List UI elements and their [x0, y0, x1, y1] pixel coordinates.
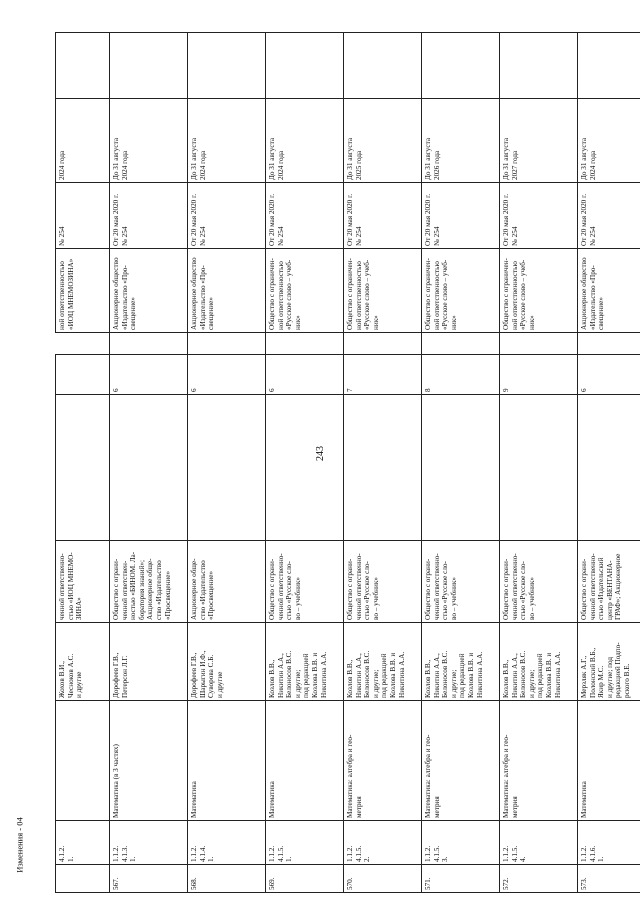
cell-num: 572.: [500, 865, 578, 893]
cell-legal: Акционерное общество «Издательство «Про- свещение»: [110, 249, 188, 333]
cell-empty: [266, 33, 344, 99]
cell-authors: Козлов В.В., Никитин А.А., Белоносов В.С. и другие; под редакцией Козлова В.В. и Никитина А.А.: [500, 623, 578, 701]
cell-title: Математика: алгебра и гео- метрия: [422, 701, 500, 821]
cell-num: 573.: [578, 865, 640, 893]
cell-empty: [188, 33, 266, 99]
cell-code: 4.1.2. 1.: [56, 821, 110, 865]
cell-publisher: Общество с ограни- ченной ответственно- стью «Русское сло- во – учебник»: [344, 541, 422, 623]
cell-class: 6: [266, 355, 344, 395]
table-row: [578, 33, 640, 893]
cell-until: До 31 августа 2025 года: [344, 99, 422, 183]
cell-empty: [188, 333, 266, 355]
table-row: [188, 33, 266, 893]
cell-empty: [110, 333, 188, 355]
cell-order: От 20 мая 2020 г. № 254: [110, 183, 188, 249]
cell-until: До 31 августа 2024 года: [110, 99, 188, 183]
cell-empty: [110, 33, 188, 99]
cell-authors: Козлов В.В., Никитин А.А., Белоносов В.С. и другие; под редакцией Козлова В.В. и Никитина А.А.: [344, 623, 422, 701]
textbook-list-table: [55, 32, 640, 893]
cell-edition: [110, 395, 188, 541]
cell-empty: [344, 333, 422, 355]
rotated-table-container: [55, 33, 631, 893]
cell-order: От 20 мая 2020 г. № 254: [578, 183, 640, 249]
cell-authors: Жохов В.И., Чесноков А.С. и другие: [56, 623, 110, 701]
cell-edition: [578, 395, 640, 541]
table-row: [110, 33, 188, 893]
table-row: [500, 33, 578, 893]
cell-title: Математика: [266, 701, 344, 821]
cell-legal: Общество с ограничен- ной ответственностью «Русское слово – учеб- ник»: [344, 249, 422, 333]
cell-legal: Общество с ограничен- ной ответственностью «Русское слово – учеб- ник»: [500, 249, 578, 333]
page-number-text: 243: [314, 445, 326, 461]
cell-num: 570.: [344, 865, 422, 893]
cell-publisher: ченной ответственно- стью «ИОЦ МНЕМО- ЗИНА»: [56, 541, 110, 623]
table-row: [422, 33, 500, 893]
cell-code: 1.1.2. 4.1.5. 1.: [266, 821, 344, 865]
cell-order: От 20 мая 2020 г. № 254: [188, 183, 266, 249]
cell-authors: Дорофеев Г.В., Петерсон Л.Г.: [110, 623, 188, 701]
cell-edition: [344, 395, 422, 541]
cell-empty: [422, 33, 500, 99]
cell-until: До 31 августа 2026 года: [422, 99, 500, 183]
cell-num: 571.: [422, 865, 500, 893]
cell-class: 8: [422, 355, 500, 395]
cell-code: 1.1.2. 4.1.3. 1.: [110, 821, 188, 865]
cell-edition: [500, 395, 578, 541]
cell-empty: [500, 33, 578, 99]
cell-publisher: Общество с ограни- ченной ответствен- ностью «БИНОМ. Ла- боратория знаний»; Акционерное обще- ство «Издательство «Просвещение»: [110, 541, 188, 623]
cell-edition: [56, 395, 110, 541]
cell-class: 6: [110, 355, 188, 395]
cell-code: 1.1.2. 4.1.5. 3.: [422, 821, 500, 865]
cell-until: До 31 августа 2024 года: [578, 99, 640, 183]
cell-num: 567.: [110, 865, 188, 893]
cell-class: 6: [188, 355, 266, 395]
cell-class: 9: [500, 355, 578, 395]
cell-code: 1.1.2. 4.1.5. 4.: [500, 821, 578, 865]
cell-class: [56, 355, 110, 395]
table-row-continuation: [56, 33, 110, 893]
table-row: [266, 33, 344, 893]
page-footer: [8, 790, 32, 900]
cell-authors: Дорофеев Г.В., Шарыгин И.Ф., Суворова С.Б. и другие: [188, 623, 266, 701]
cell-legal: Общество с ограничен- ной ответственностью «Русское слово – учеб- ник»: [422, 249, 500, 333]
cell-code: 1.1.2. 4.1.5. 2.: [344, 821, 422, 865]
cell-empty: [578, 333, 640, 355]
cell-authors: Козлов В.В., Никитин А.А., Белоносов В.С. и другие; под редакцией Козлова В.В. и Никитина А.А.: [422, 623, 500, 701]
cell-order: От 20 мая 2020 г. № 254: [500, 183, 578, 249]
cell-title: Математика: [188, 701, 266, 821]
cell-order: От 20 мая 2020 г. № 254: [266, 183, 344, 249]
cell-title: Математика (в 3 частях): [110, 701, 188, 821]
cell-empty: [500, 333, 578, 355]
cell-edition: [188, 395, 266, 541]
cell-legal: Общество с ограничен- ной ответственностью «Русское слово – учеб- ник»: [266, 249, 344, 333]
cell-empty: [56, 333, 110, 355]
cell-edition: [422, 395, 500, 541]
cell-code: 1.1.2. 4.1.6. 1.: [578, 821, 640, 865]
cell-title: Математика: алгебра и гео- метрия: [500, 701, 578, 821]
cell-order: № 254: [56, 183, 110, 249]
cell-authors: Мерзляк А.Г., Полонский В.Б., Якир М.С. и другие; под редакцией Подпо- рского В.Е.: [578, 623, 640, 701]
cell-until: До 31 августа 2027 года: [500, 99, 578, 183]
cell-until: До 31 августа 2024 года: [266, 99, 344, 183]
cell-code: 1.1.2. 4.1.4. 1.: [188, 821, 266, 865]
cell-empty: [344, 33, 422, 99]
cell-until: 2024 года: [56, 99, 110, 183]
cell-class: 7: [344, 355, 422, 395]
cell-legal: ной ответственностью «ИОЦ МНЕМОЗИНА»: [56, 249, 110, 333]
cell-order: От 20 мая 2020 г. № 254: [344, 183, 422, 249]
cell-authors: Козлов В.В., Никитин А.А., Белоносов В.С. и другие; под редакцией Козлова В.В. и Никитина А.А.: [266, 623, 344, 701]
table-row: [344, 33, 422, 893]
cell-empty: [266, 333, 344, 355]
revision-note: Изменения - 04: [15, 817, 25, 873]
cell-publisher: Общество с ограни- ченной ответственно- стью «Русское сло- во – учебник»: [500, 541, 578, 623]
cell-publisher: Акционерное обще- ство «Издательство «Просвещение»: [188, 541, 266, 623]
cell-order: От 20 мая 2020 г. № 254: [422, 183, 500, 249]
cell-num: 569.: [266, 865, 344, 893]
cell-title: Математика: алгебра и гео- метрия: [344, 701, 422, 821]
cell-publisher: Общество с ограни- ченной ответственно- стью «Русское сло- во – учебник»: [266, 541, 344, 623]
cell-class: 6: [578, 355, 640, 395]
cell-empty: [578, 33, 640, 99]
cell-empty: [422, 333, 500, 355]
cell-empty: [56, 33, 110, 99]
cell-title: [56, 701, 110, 821]
cell-edition: [266, 395, 344, 541]
cell-legal: Акционерное общество «Издательство «Про- свещение»: [188, 249, 266, 333]
cell-legal: Акционерное общество «Издательство «Про- свещение»: [578, 249, 640, 333]
cell-num: 568.: [188, 865, 266, 893]
cell-publisher: Общество с ограни- ченной ответственно- стью «Издательский центр «ВЕНТАНА- ГРАФ»; Акционерное: [578, 541, 640, 623]
cell-title: Математика: [578, 701, 640, 821]
cell-until: До 31 августа 2024 года: [188, 99, 266, 183]
cell-publisher: Общество с ограни- ченной ответственно- стью «Русское сло- во – учебник»: [422, 541, 500, 623]
cell-num: [56, 865, 110, 893]
